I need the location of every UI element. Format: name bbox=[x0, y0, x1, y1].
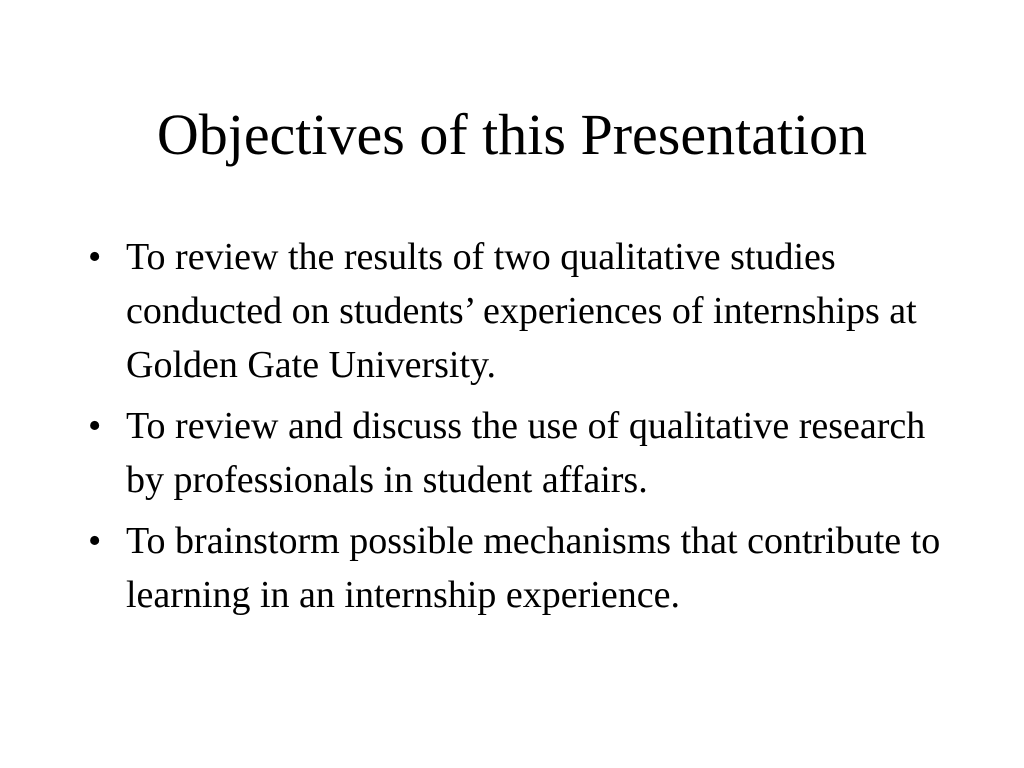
bullet-marker: • bbox=[88, 236, 102, 278]
bullet-marker: • bbox=[88, 520, 102, 562]
bullet-text: To review the results of two qualitative studies conducted on students’ experiences of internships at Golden Gate University. bbox=[126, 236, 917, 386]
bullet-item bbox=[88, 399, 968, 507]
bullet-marker: • bbox=[88, 405, 102, 447]
bullet-text: To brainstorm possible mechanisms that contribute to learning in an internship experience. bbox=[126, 520, 941, 616]
bullet-list bbox=[88, 230, 968, 629]
bullet-item bbox=[88, 514, 968, 622]
bullet-text: To review and discuss the use of qualitative research by professionals in student affairs. bbox=[126, 405, 926, 501]
bullet-item bbox=[88, 230, 968, 392]
slide-title: Objectives of this Presentation bbox=[156, 102, 868, 167]
